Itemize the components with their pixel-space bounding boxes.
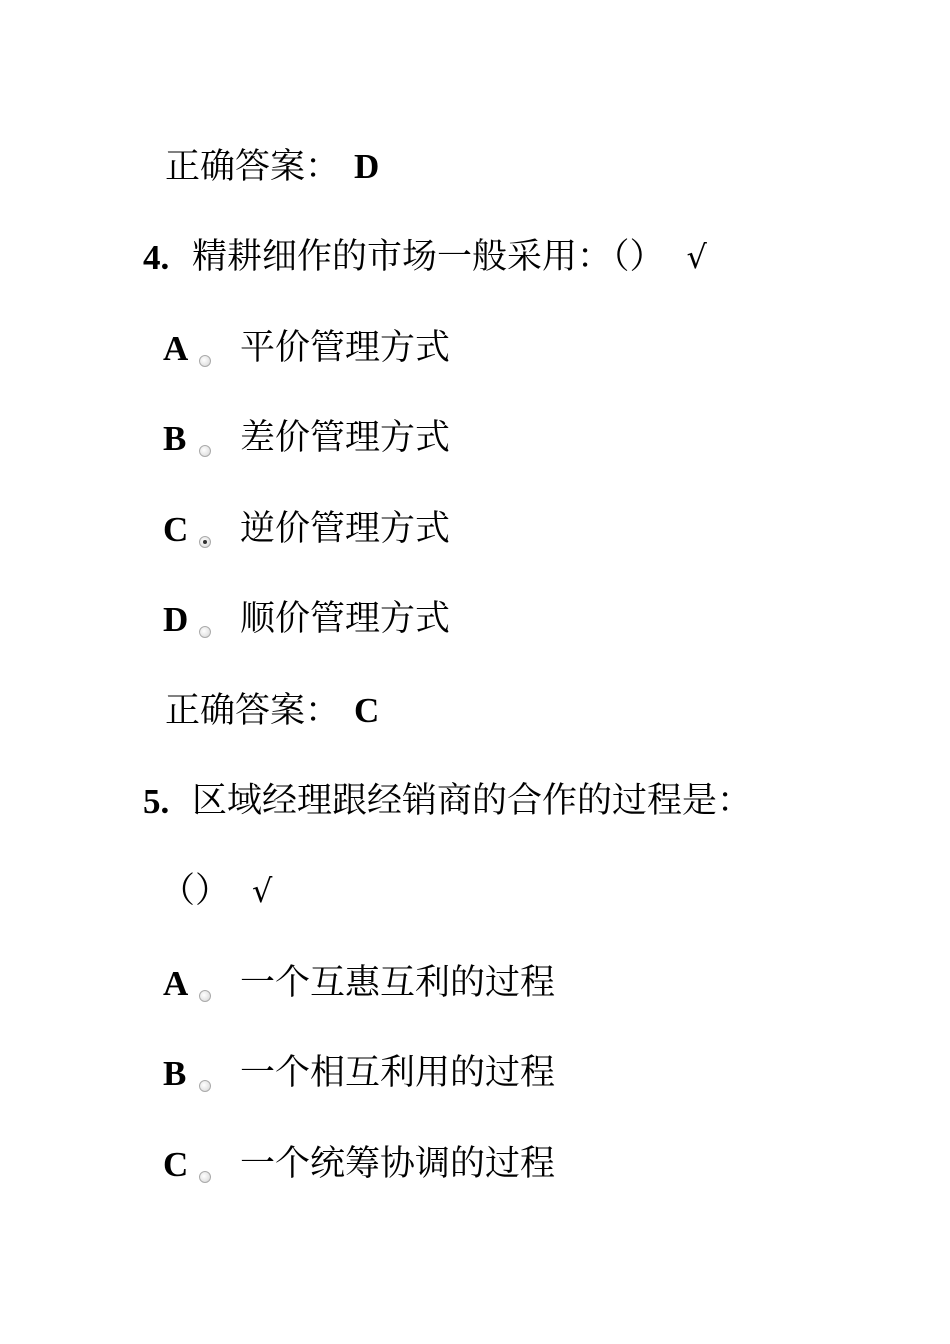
q4-option-b-radio[interactable] [199, 445, 211, 457]
q4-option-c-radio[interactable] [199, 536, 211, 548]
q5-option-a-letter: A [163, 964, 189, 1003]
q5-option-a-text: 一个互惠互利的过程 [240, 963, 556, 1003]
q5-option-b-radio[interactable] [199, 1080, 211, 1092]
question-5-parens: （） [160, 871, 231, 911]
question-5-text: 区域经理跟经销商的合作的过程是： [192, 781, 753, 821]
question-4-text-row [192, 237, 707, 277]
q4-option-d-radio[interactable] [199, 626, 211, 638]
answer-label: 正确答案： [165, 691, 341, 731]
q4-option-a-radio[interactable] [199, 355, 211, 367]
q4-option-a-letter: A [163, 329, 189, 368]
q5-option-c-radio[interactable] [199, 1171, 211, 1183]
question-4-number: 4. [143, 238, 170, 277]
q5-option-b-text: 一个相互利用的过程 [240, 1053, 556, 1093]
q5-option-a-radio[interactable] [199, 990, 211, 1002]
q4-option-d-letter: D [163, 600, 189, 639]
question-4-text: 精耕细作的市场一般采用：（） [192, 237, 665, 277]
q3-answer-row [165, 147, 379, 187]
q5-option-c-text: 一个统筹协调的过程 [240, 1144, 556, 1184]
question-5-text-continued-row [160, 871, 272, 911]
checkmark-icon: √ [252, 872, 273, 910]
q4-option-c-letter: C [163, 510, 189, 549]
question-5-number: 5. [143, 782, 170, 821]
q4-option-b-letter: B [163, 419, 187, 458]
answer-value: C [354, 691, 380, 730]
q4-answer-row [165, 691, 379, 731]
answer-label: 正确答案： [165, 147, 341, 187]
q5-option-c-letter: C [163, 1145, 189, 1184]
q4-option-d-text: 顺价管理方式 [240, 599, 451, 639]
checkmark-icon: √ [686, 238, 707, 276]
q4-option-c-text: 逆价管理方式 [240, 509, 451, 549]
q4-option-b-text: 差价管理方式 [240, 418, 451, 458]
answer-value: D [354, 147, 380, 186]
q5-option-b-letter: B [163, 1054, 187, 1093]
q4-option-a-text: 平价管理方式 [240, 328, 451, 368]
